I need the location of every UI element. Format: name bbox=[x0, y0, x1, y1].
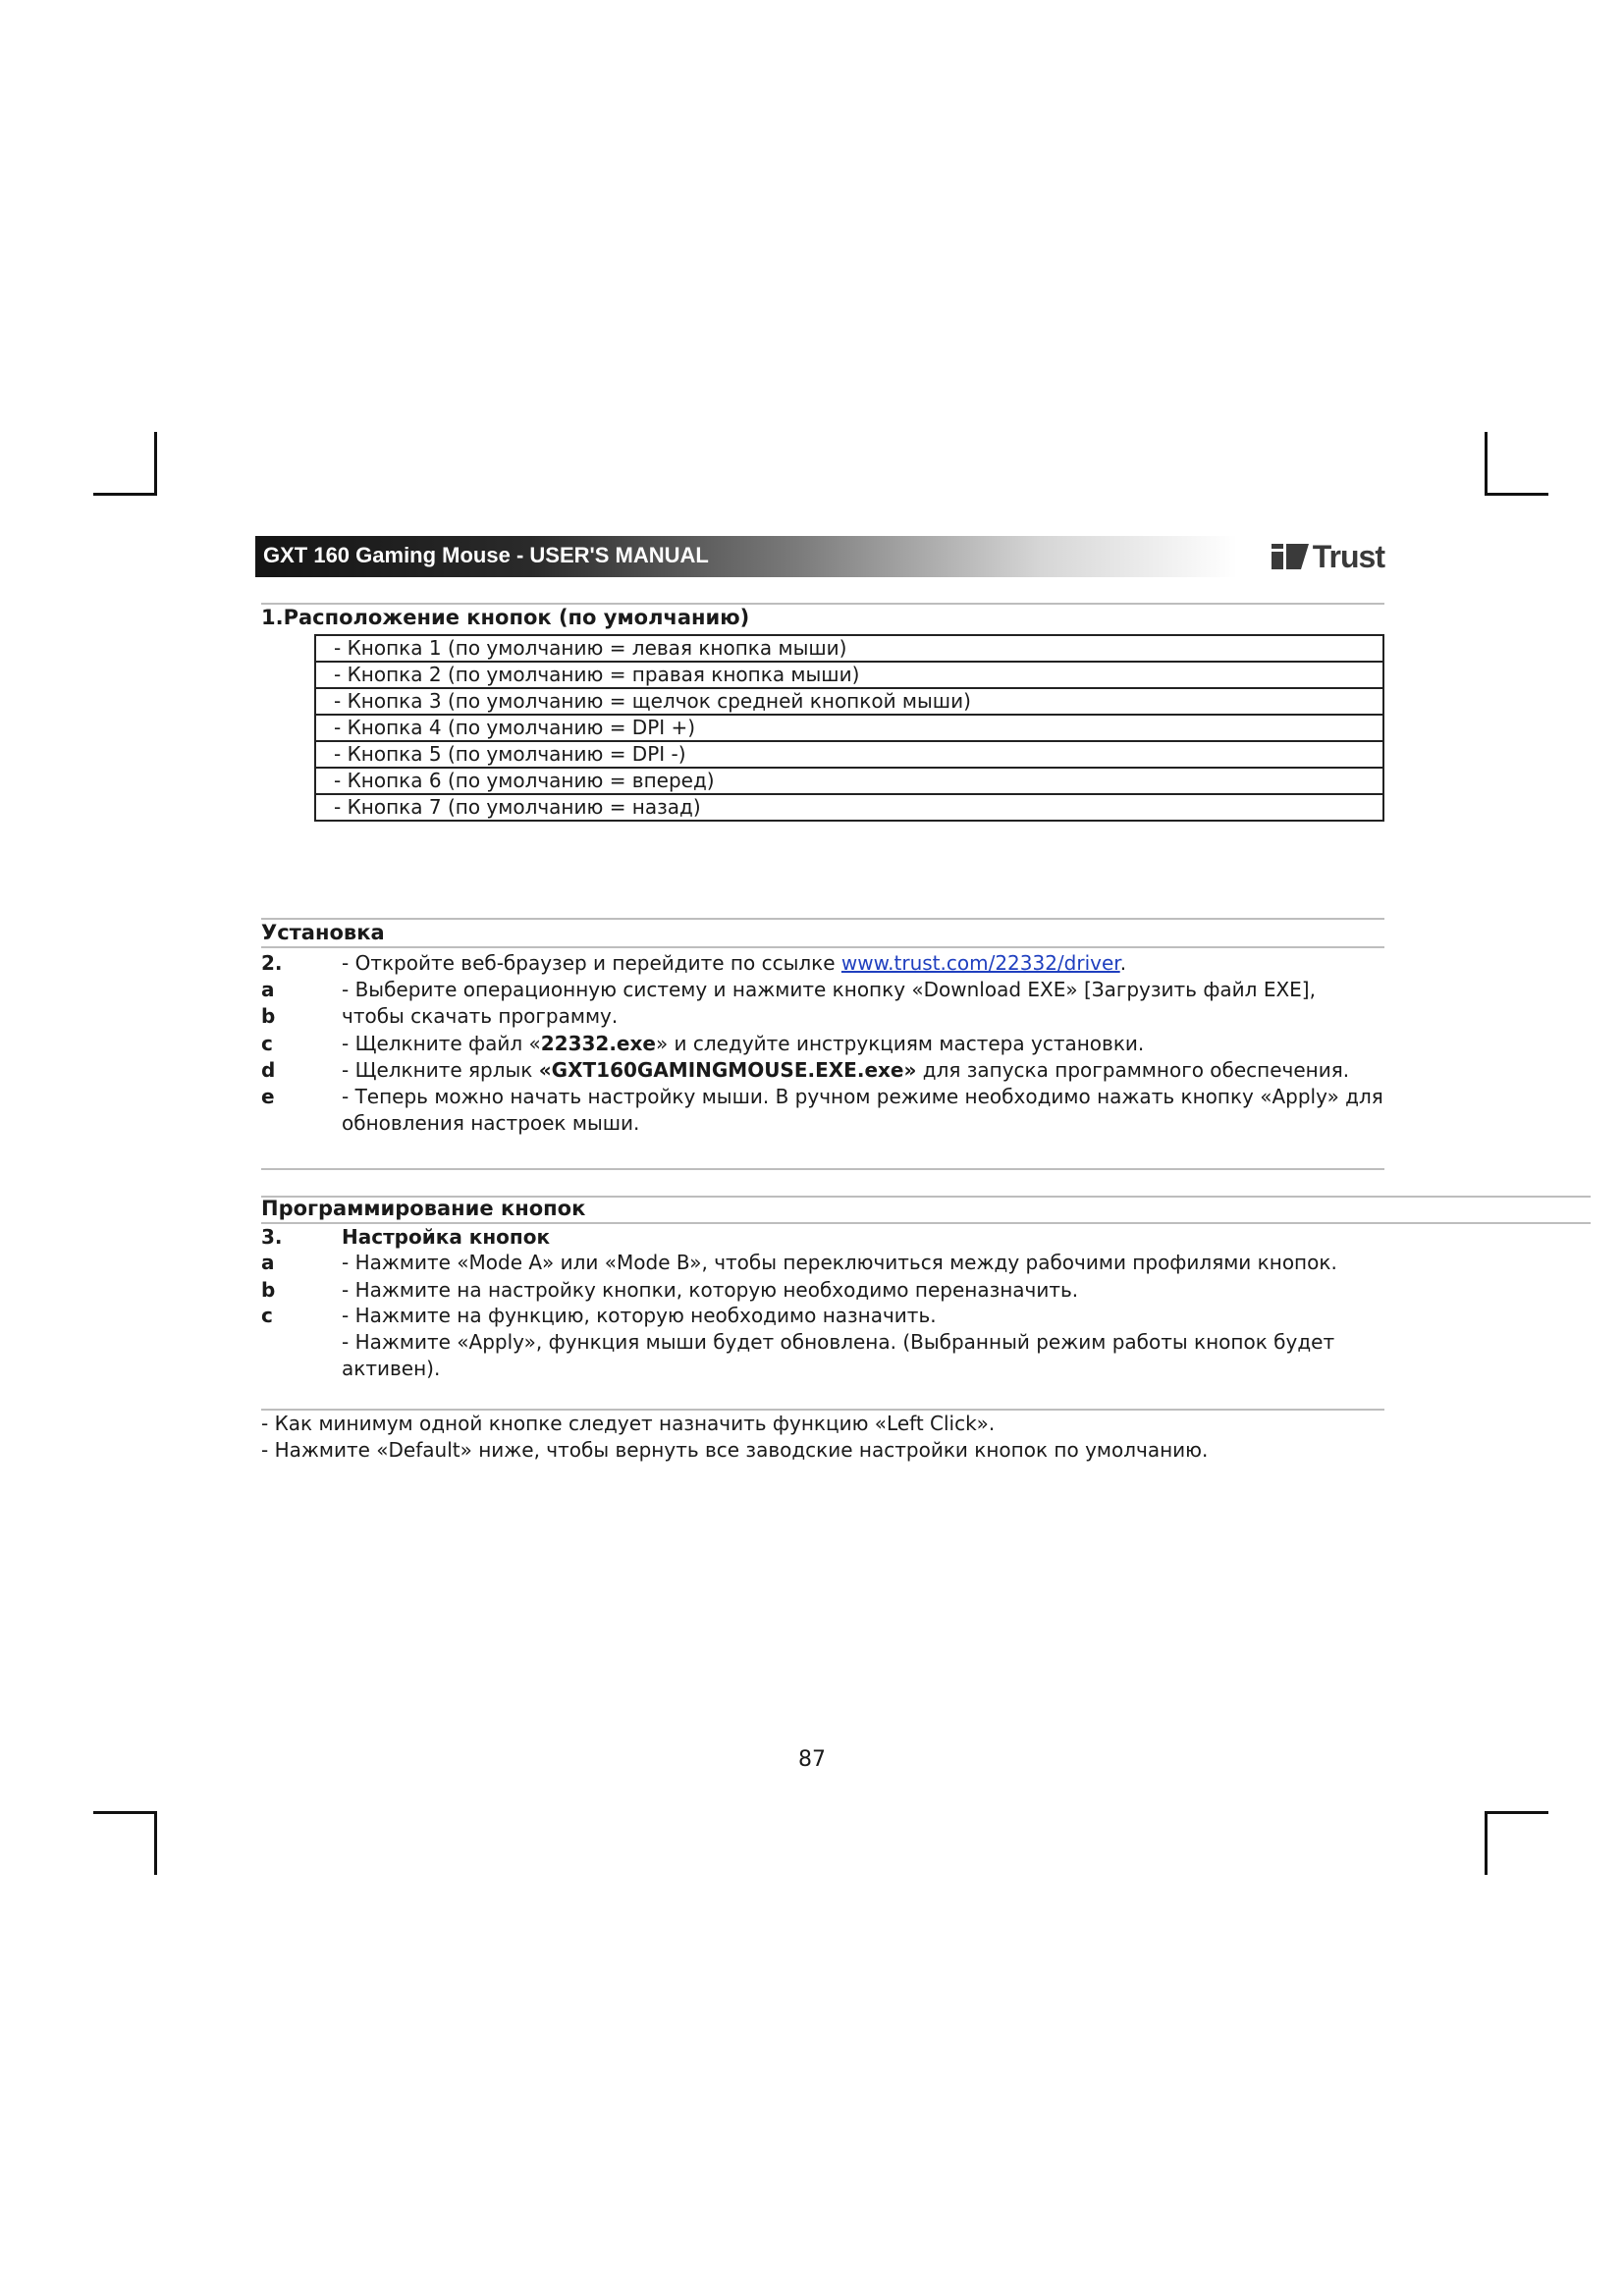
step-text: - Теперь можно начать настройку мыши. В ручном режиме необходимо нажать кнопку «Apply» для bbox=[342, 1085, 1383, 1108]
section-heading-installation: Установка bbox=[261, 921, 385, 944]
table-cell: - Кнопка 4 (по умолчанию = DPI +) bbox=[315, 715, 1383, 741]
trust-logo-text: Trust bbox=[1312, 538, 1384, 574]
shortcut-bold: «GXT160GAMINGMOUSE.EXE.exe» bbox=[538, 1058, 917, 1082]
step-text-part: . bbox=[1119, 951, 1127, 975]
table-cell: - Кнопка 7 (по умолчанию = назад) bbox=[315, 794, 1383, 821]
step-text-part: - Откройте веб-браузер и перейдите по ссылке bbox=[342, 951, 841, 975]
table-cell: - Кнопка 5 (по умолчанию = DPI -) bbox=[315, 741, 1383, 768]
step-key: a bbox=[261, 1251, 275, 1274]
crop-mark-bottom-left bbox=[93, 1811, 157, 1814]
step-text: - Нажмите на настройку кнопки, которую необходимо переназначить. bbox=[342, 1278, 1079, 1302]
trust-logo-icon bbox=[1270, 542, 1311, 571]
step-key: 3. bbox=[261, 1225, 283, 1249]
step-text-part: - Щелкните файл « bbox=[342, 1032, 541, 1055]
divider bbox=[261, 1222, 1591, 1224]
note: - Нажмите «Default» ниже, чтобы вернуть все заводские настройки кнопок по умолчанию. bbox=[261, 1438, 1209, 1462]
step-text: - Нажмите на функцию, которую необходимо назначить. bbox=[342, 1304, 937, 1327]
step-text: - Нажмите «Apply», функция мыши будет обновлена. (Выбранный режим работы кнопок будет bbox=[342, 1330, 1335, 1354]
button-defaults-table bbox=[314, 634, 1384, 822]
step-text bbox=[342, 951, 1126, 975]
divider bbox=[261, 946, 1384, 948]
crop-mark-top-right bbox=[1485, 432, 1488, 496]
divider bbox=[261, 1409, 1384, 1411]
crop-mark-bottom-left bbox=[154, 1811, 157, 1875]
header-title-suffix: USER'S MANUAL bbox=[529, 543, 709, 567]
table-row bbox=[315, 715, 1383, 741]
divider bbox=[261, 603, 1384, 605]
step-text: активен). bbox=[342, 1357, 441, 1380]
crop-mark-top-left bbox=[154, 432, 157, 496]
table-row bbox=[315, 768, 1383, 794]
table-cell: - Кнопка 2 (по умолчанию = правая кнопка мыши) bbox=[315, 662, 1383, 688]
step-key: b bbox=[261, 1004, 276, 1028]
step-text: - Нажмите «Mode A» или «Mode B», чтобы переключиться между рабочими профилями кнопок. bbox=[342, 1251, 1337, 1274]
driver-link[interactable]: www.trust.com/22332/driver bbox=[840, 951, 1120, 975]
step-subheading: Настройка кнопок bbox=[342, 1225, 551, 1249]
step-key: d bbox=[261, 1058, 276, 1082]
crop-mark-bottom-right bbox=[1485, 1811, 1488, 1875]
trust-logo bbox=[1270, 536, 1384, 577]
table-row bbox=[315, 794, 1383, 821]
section-heading-programming: Программирование кнопок bbox=[261, 1197, 586, 1220]
table-row bbox=[315, 635, 1383, 662]
step-key: a bbox=[261, 978, 275, 1001]
filename-bold: 22332.exe bbox=[540, 1032, 656, 1055]
step-text bbox=[342, 1058, 1349, 1082]
step-text bbox=[342, 1032, 1144, 1055]
manual-header bbox=[255, 536, 1384, 577]
step-text: чтобы скачать программу. bbox=[342, 1004, 619, 1028]
note: - Как минимум одной кнопке следует назначить функцию «Left Click». bbox=[261, 1412, 996, 1435]
table-cell: - Кнопка 1 (по умолчанию = левая кнопка мыши) bbox=[315, 635, 1383, 662]
table-row bbox=[315, 662, 1383, 688]
step-key: b bbox=[261, 1278, 276, 1302]
step-text: - Выберите операционную систему и нажмите кнопку «Download EXE» [Загрузить файл EXE], bbox=[342, 978, 1316, 1001]
step-key: c bbox=[261, 1032, 273, 1055]
crop-mark-top-right bbox=[1485, 493, 1548, 496]
section-heading-button-layout: 1.Расположение кнопок (по умолчанию) bbox=[261, 606, 750, 629]
page-number: 87 bbox=[798, 1747, 826, 1772]
crop-mark-top-left bbox=[93, 493, 157, 496]
step-key: e bbox=[261, 1085, 275, 1108]
step-text: обновления настроек мыши. bbox=[342, 1111, 640, 1135]
step-key: c bbox=[261, 1304, 273, 1327]
divider bbox=[261, 918, 1384, 920]
header-title-prefix: GXT 160 Gaming Mouse - bbox=[263, 543, 530, 567]
table-row bbox=[315, 688, 1383, 715]
header-title bbox=[263, 543, 709, 568]
table-cell: - Кнопка 3 (по умолчанию = щелчок средней кнопкой мыши) bbox=[315, 688, 1383, 715]
step-text-part: » и следуйте инструкциям мастера установки. bbox=[655, 1032, 1145, 1055]
step-key: 2. bbox=[261, 951, 283, 975]
step-text-part: для запуска программного обеспечения. bbox=[916, 1058, 1350, 1082]
table-cell: - Кнопка 6 (по умолчанию = вперед) bbox=[315, 768, 1383, 794]
table-row bbox=[315, 741, 1383, 768]
crop-mark-bottom-right bbox=[1485, 1811, 1548, 1814]
step-text-part: - Щелкните ярлык bbox=[342, 1058, 539, 1082]
divider bbox=[261, 1168, 1384, 1170]
